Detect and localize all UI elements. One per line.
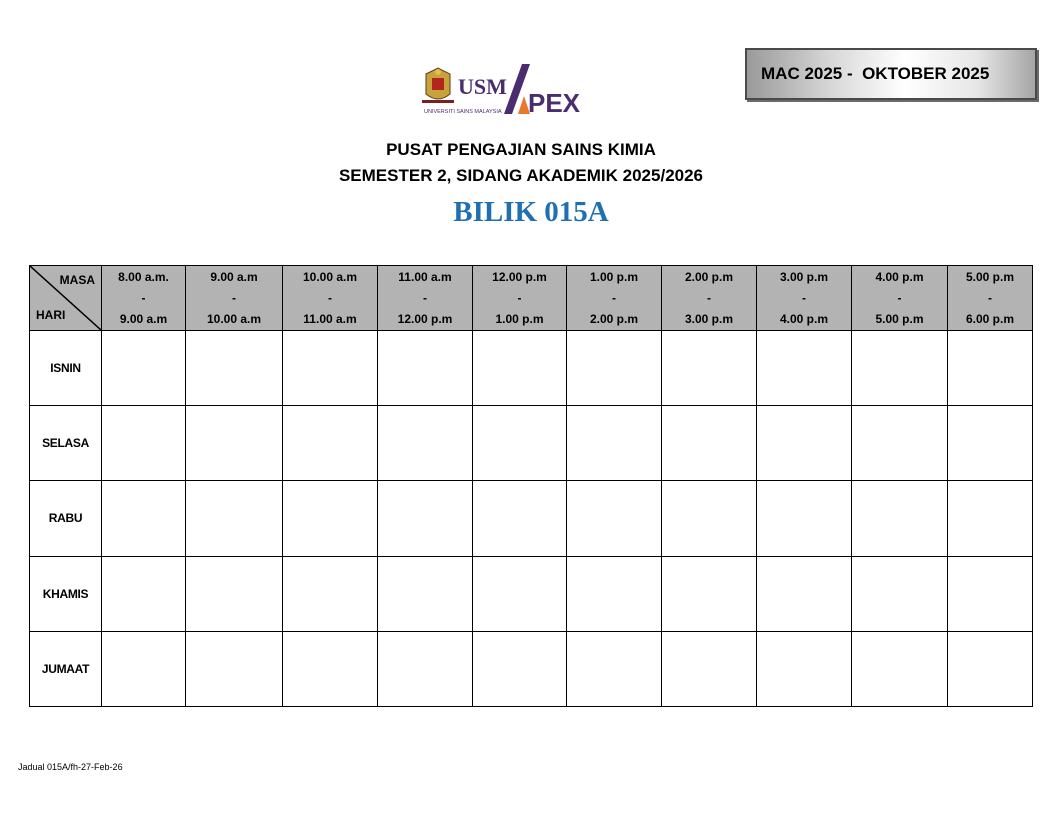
schedule-cell xyxy=(662,631,757,706)
schedule-cell xyxy=(852,556,948,631)
day-label: KHAMIS xyxy=(30,556,102,631)
schedule-cell xyxy=(283,331,378,406)
schedule-cell xyxy=(283,481,378,556)
schedule-cell xyxy=(378,406,473,481)
schedule-cell xyxy=(283,406,378,481)
corner-cell xyxy=(30,266,102,331)
schedule-cell xyxy=(662,481,757,556)
day-label: RABU xyxy=(30,481,102,556)
schedule-cell xyxy=(852,406,948,481)
schedule-cell xyxy=(567,481,662,556)
schedule-cell xyxy=(852,331,948,406)
time-slot-header: 8.00 a.m. - 9.00 a.m xyxy=(102,266,186,331)
time-slot-header: 5.00 p.m - 6.00 p.m xyxy=(948,266,1033,331)
schedule-cell xyxy=(186,406,283,481)
time-slot-header: 3.00 p.m - 4.00 p.m xyxy=(757,266,852,331)
university-logos xyxy=(420,60,600,118)
schedule-cell xyxy=(757,406,852,481)
schedule-cell xyxy=(473,556,567,631)
schedule-cell xyxy=(102,331,186,406)
schedule-cell xyxy=(378,556,473,631)
time-slot-header: 4.00 p.m - 5.00 p.m xyxy=(852,266,948,331)
time-slot-header: 2.00 p.m - 3.00 p.m xyxy=(662,266,757,331)
timetable xyxy=(29,265,1033,707)
schedule-cell xyxy=(473,406,567,481)
day-row xyxy=(30,406,1033,481)
day-label: JUMAAT xyxy=(30,631,102,706)
schedule-cell xyxy=(567,631,662,706)
schedule-cell xyxy=(186,556,283,631)
schedule-cell xyxy=(757,481,852,556)
day-row xyxy=(30,481,1033,556)
schedule-cell xyxy=(102,406,186,481)
schedule-cell xyxy=(948,481,1033,556)
schedule-cell xyxy=(567,556,662,631)
schedule-cell xyxy=(948,556,1033,631)
schedule-cell xyxy=(948,631,1033,706)
time-slot-header: 10.00 a.m - 11.00 a.m xyxy=(283,266,378,331)
usm-wordmark: USM xyxy=(458,74,507,99)
time-slot-header: 11.00 a.m - 12.00 p.m xyxy=(378,266,473,331)
schedule-cell xyxy=(757,556,852,631)
schedule-cell xyxy=(378,331,473,406)
schedule-cell xyxy=(662,331,757,406)
footer-note: Jadual 015A/fh-27-Feb-26 xyxy=(18,762,123,772)
school-name: PUSAT PENGAJIAN SAINS KIMIA xyxy=(386,140,656,159)
schedule-cell xyxy=(283,631,378,706)
semester-line: SEMESTER 2, SIDANG AKADEMIK 2025/2026 xyxy=(338,166,704,185)
time-slot-header: 12.00 p.m - 1.00 p.m xyxy=(473,266,567,331)
period-box: MAC 2025 - OKTOBER 2025 xyxy=(745,48,1037,100)
schedule-cell xyxy=(948,331,1033,406)
schedule-cell xyxy=(186,331,283,406)
time-header-row xyxy=(30,266,1033,331)
schedule-cell xyxy=(852,481,948,556)
schedule-cell xyxy=(378,481,473,556)
crest-icon xyxy=(422,68,454,103)
day-row xyxy=(30,631,1033,706)
schedule-cell xyxy=(567,331,662,406)
day-row xyxy=(30,556,1033,631)
usm-caption: UNIVERSITI SAINS MALAYSIA xyxy=(424,109,502,115)
time-slot-header: 1.00 p.m - 2.00 p.m xyxy=(567,266,662,331)
day-label: ISNIN xyxy=(30,331,102,406)
schedule-cell xyxy=(757,631,852,706)
time-slot-header: 9.00 a.m - 10.00 a.m xyxy=(186,266,283,331)
schedule-cell xyxy=(662,556,757,631)
schedule-cell xyxy=(948,406,1033,481)
schedule-cell xyxy=(186,481,283,556)
day-row xyxy=(30,331,1033,406)
hari-label: HARI xyxy=(36,308,66,322)
schedule-cell xyxy=(852,631,948,706)
schedule-cell xyxy=(473,481,567,556)
schedule-cell xyxy=(102,631,186,706)
schedule-cell xyxy=(662,406,757,481)
day-label: SELASA xyxy=(30,406,102,481)
schedule-cell xyxy=(186,631,283,706)
schedule-cell xyxy=(283,556,378,631)
schedule-cell xyxy=(378,631,473,706)
schedule-cell xyxy=(102,556,186,631)
masa-label: MASA xyxy=(59,273,95,287)
room-title: BILIK 015A xyxy=(453,196,609,228)
schedule-cell xyxy=(473,631,567,706)
schedule-cell xyxy=(757,331,852,406)
apex-wordmark: PEX xyxy=(528,88,581,118)
apex-logo-icon xyxy=(504,64,581,118)
schedule-cell xyxy=(567,406,662,481)
schedule-cell xyxy=(102,481,186,556)
schedule-cell xyxy=(473,331,567,406)
logos xyxy=(420,60,600,118)
